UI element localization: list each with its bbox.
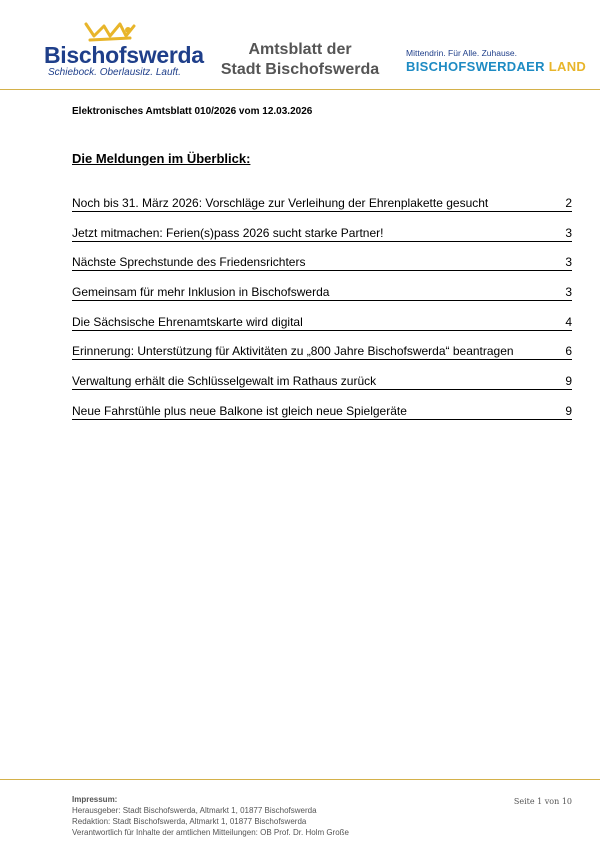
logo-tagline: Schiebock. Oberlausitz. Lauft. [48,67,181,78]
toc-row [72,196,572,226]
logo-right-word: BISCHOFSWERDAER [406,59,545,74]
toc-row [72,285,572,315]
toc-title: Neue Fahrstühle plus neue Balkone ist gleich neue Spielgeräte [72,403,407,418]
edition-line: Elektronisches Amtsblatt 010/2026 vom 12.03.2026 [72,106,313,117]
logo-wordmark: Bischofswerda [44,42,204,68]
title-line-1: Amtsblatt der [248,41,352,58]
toc-row [72,226,572,256]
overview-heading: Die Meldungen im Überblick: [72,151,251,166]
table-of-contents [72,196,572,434]
toc-link-1[interactable] [72,196,572,212]
header-divider [0,89,600,90]
toc-row [72,315,572,345]
logo-right-accent: LAND [548,59,587,74]
toc-link-2[interactable] [72,226,572,242]
impressum-publisher: Herausgeber: Stadt Bischofswerda, Altmarkt 1, 01877 Bischofswerda [72,806,317,815]
toc-row [72,344,572,374]
toc-page: 3 [565,225,572,240]
toc-row [72,404,572,434]
toc-link-5[interactable] [72,315,572,331]
toc-link-7[interactable] [72,374,572,390]
toc-title: Gemeinsam für mehr Inklusion in Bischofswerda [72,285,330,300]
toc-link-8[interactable] [72,404,572,420]
footer-divider [0,779,600,780]
toc-title: Jetzt mitmachen: Ferien(s)pass 2026 sucht starke Partner! [72,225,384,240]
page-header [0,0,600,90]
logo-right-main [406,59,586,74]
toc-title: Erinnerung: Unterstützung für Aktivitäten zu „800 Jahre Bischofswerda“ beantragen [72,344,514,359]
toc-row [72,255,572,285]
toc-page: 9 [565,374,572,389]
impressum-responsible: Verantwortlich für Inhalte der amtlichen Mitteilungen: OB Prof. Dr. Holm Große [72,828,350,837]
toc-page: 4 [565,314,572,329]
toc-page: 3 [565,255,572,270]
bischofswerda-logo [40,14,204,80]
bischofswerdaer-land-logo [406,48,586,74]
page-number: Seite 1 von 10 [513,797,572,806]
toc-row [72,374,572,404]
impressum [72,794,349,838]
impressum-heading: Impressum: [72,795,118,804]
crown-icon [80,18,140,44]
toc-page: 6 [565,344,572,359]
logo-right-subline: Mittendrin. Für Alle. Zuhause. [406,48,518,58]
toc-link-4[interactable] [72,285,572,301]
toc-link-3[interactable] [72,255,572,271]
toc-page: 9 [565,403,572,418]
toc-link-6[interactable] [72,344,572,360]
toc-title: Nächste Sprechstunde des Friedensrichters [72,255,306,270]
toc-page: 2 [565,196,572,210]
title-line-2: Stadt Bischofswerda [220,61,380,78]
toc-title: Verwaltung erhält die Schlüsselgewalt im Rathaus zurück [72,374,377,389]
impressum-editorial: Redaktion: Stadt Bischofswerda, Altmarkt 1, 01877 Bischofswerda [72,817,307,826]
toc-title: Die Sächsische Ehrenamtskarte wird digital [72,314,303,329]
toc-title: Noch bis 31. März 2026: Vorschläge zur Verleihung der Ehrenplakette gesucht [72,196,489,210]
document-title [205,40,395,80]
toc-page: 3 [565,285,572,300]
